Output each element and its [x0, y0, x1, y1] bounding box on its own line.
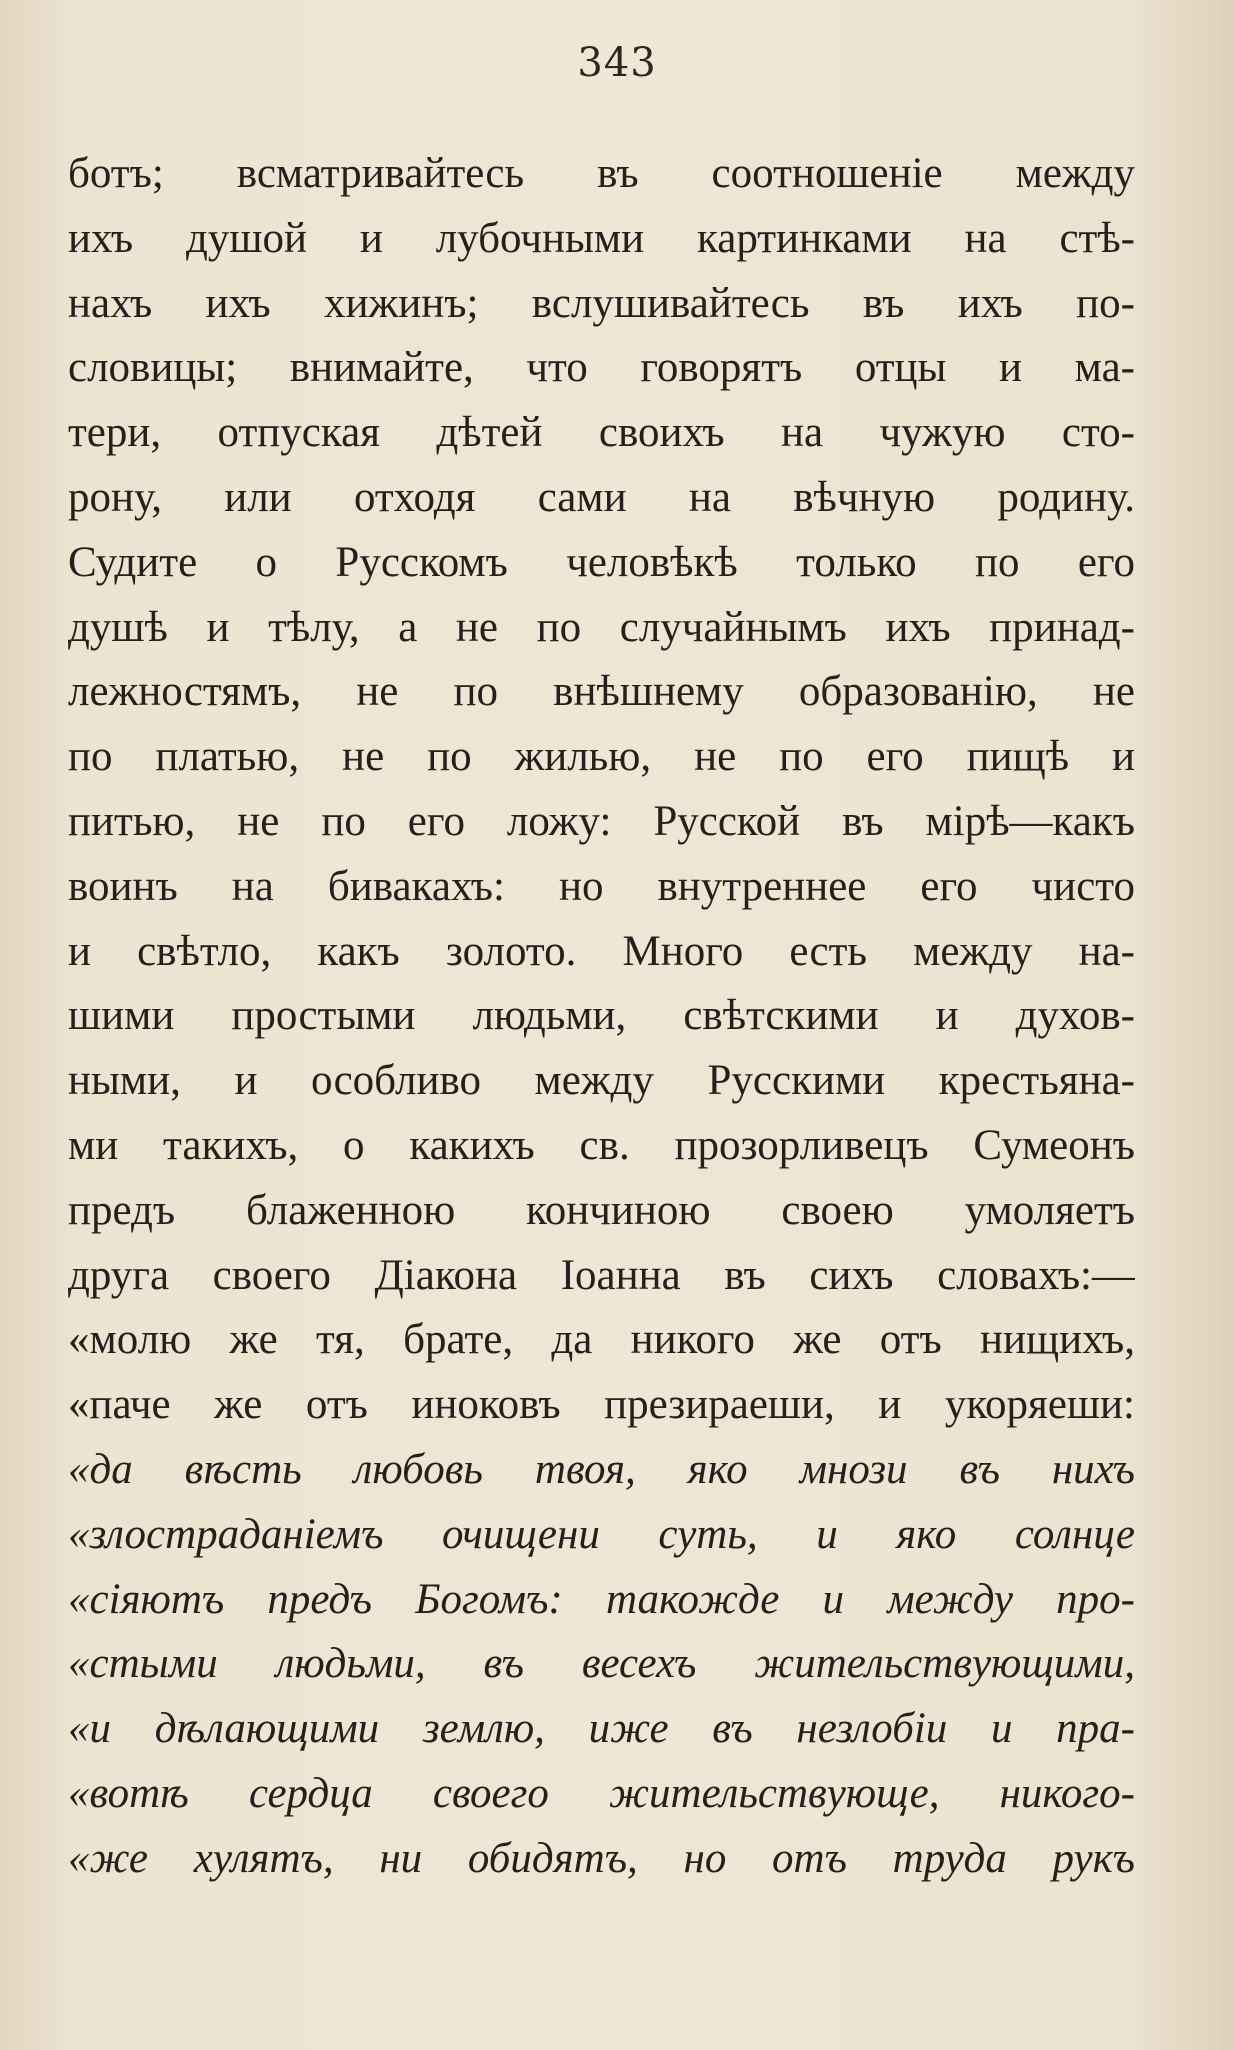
- text-line: «же хулятъ, ни обидятъ, но отъ труда рукъ: [68, 1834, 1135, 1882]
- text-line: «молю же тя, брате, да никого же отъ нищихъ,: [68, 1316, 1135, 1364]
- text-line: «да вѣсть любовь твоя, яко мнози въ нихъ: [68, 1445, 1135, 1493]
- text-line: нахъ ихъ хижинъ; вслушивайтесь въ ихъ по-: [68, 279, 1135, 327]
- text-line: «злостраданіемъ очищени суть, и яко солнце: [68, 1510, 1135, 1558]
- text-line: ными, и особливо между Русскими крестьяна-: [68, 1057, 1135, 1105]
- text-line: «стыми людьми, въ весехъ жительствующими,: [68, 1640, 1135, 1688]
- text-line: шими простыми людьми, свѣтскими и духов-: [68, 992, 1135, 1040]
- text-line: по платью, не по жилью, не по его пищѣ и: [68, 733, 1135, 781]
- body-text: [68, 142, 1135, 1892]
- text-line: Судите о Русскомъ человѣкѣ только по его: [68, 538, 1135, 586]
- text-line: душѣ и тѣлу, а не по случайнымъ ихъ принад-: [68, 603, 1135, 651]
- text-line: питью, не по его ложу: Русской въ мірѣ—какъ: [68, 797, 1135, 845]
- text-line: ми такихъ, о какихъ св. прозорливецъ Сумеонъ: [68, 1121, 1135, 1169]
- text-line: тери, отпуская дѣтей своихъ на чужую сто-: [68, 409, 1135, 457]
- text-line: «паче же отъ иноковъ презираеши, и укоряеши:: [68, 1381, 1135, 1429]
- text-line: ботъ; всматривайтесь въ соотношеніе между: [68, 150, 1135, 197]
- text-line: предъ блаженною кончиною своею умоляетъ: [68, 1186, 1135, 1234]
- text-line: воинъ на бивакахъ: но внутреннее его чисто: [68, 862, 1135, 910]
- text-line: «и дѣлающими землю, иже въ незлобіи и пра-: [68, 1705, 1135, 1753]
- text-line: словицы; внимайте, что говорятъ отцы и ма-: [68, 344, 1135, 392]
- text-line: и свѣтло, какъ золото. Много есть между на-: [68, 927, 1135, 975]
- text-line: «сіяютъ предъ Богомъ: такожде и между про-: [68, 1575, 1135, 1623]
- text-line: ихъ душой и лубочными картинками на стѣ-: [68, 214, 1135, 262]
- page-number: 343: [577, 40, 657, 86]
- text-line: друга своего Діакона Іоанна въ сихъ словахъ:—: [68, 1251, 1135, 1299]
- text-line: лежностямъ, не по внѣшнему образованію, не: [68, 668, 1135, 716]
- text-line: «вотѣ сердца своего жительствующе, никого-: [68, 1769, 1135, 1817]
- text-line: рону, или отходя сами на вѣчную родину.: [68, 473, 1135, 521]
